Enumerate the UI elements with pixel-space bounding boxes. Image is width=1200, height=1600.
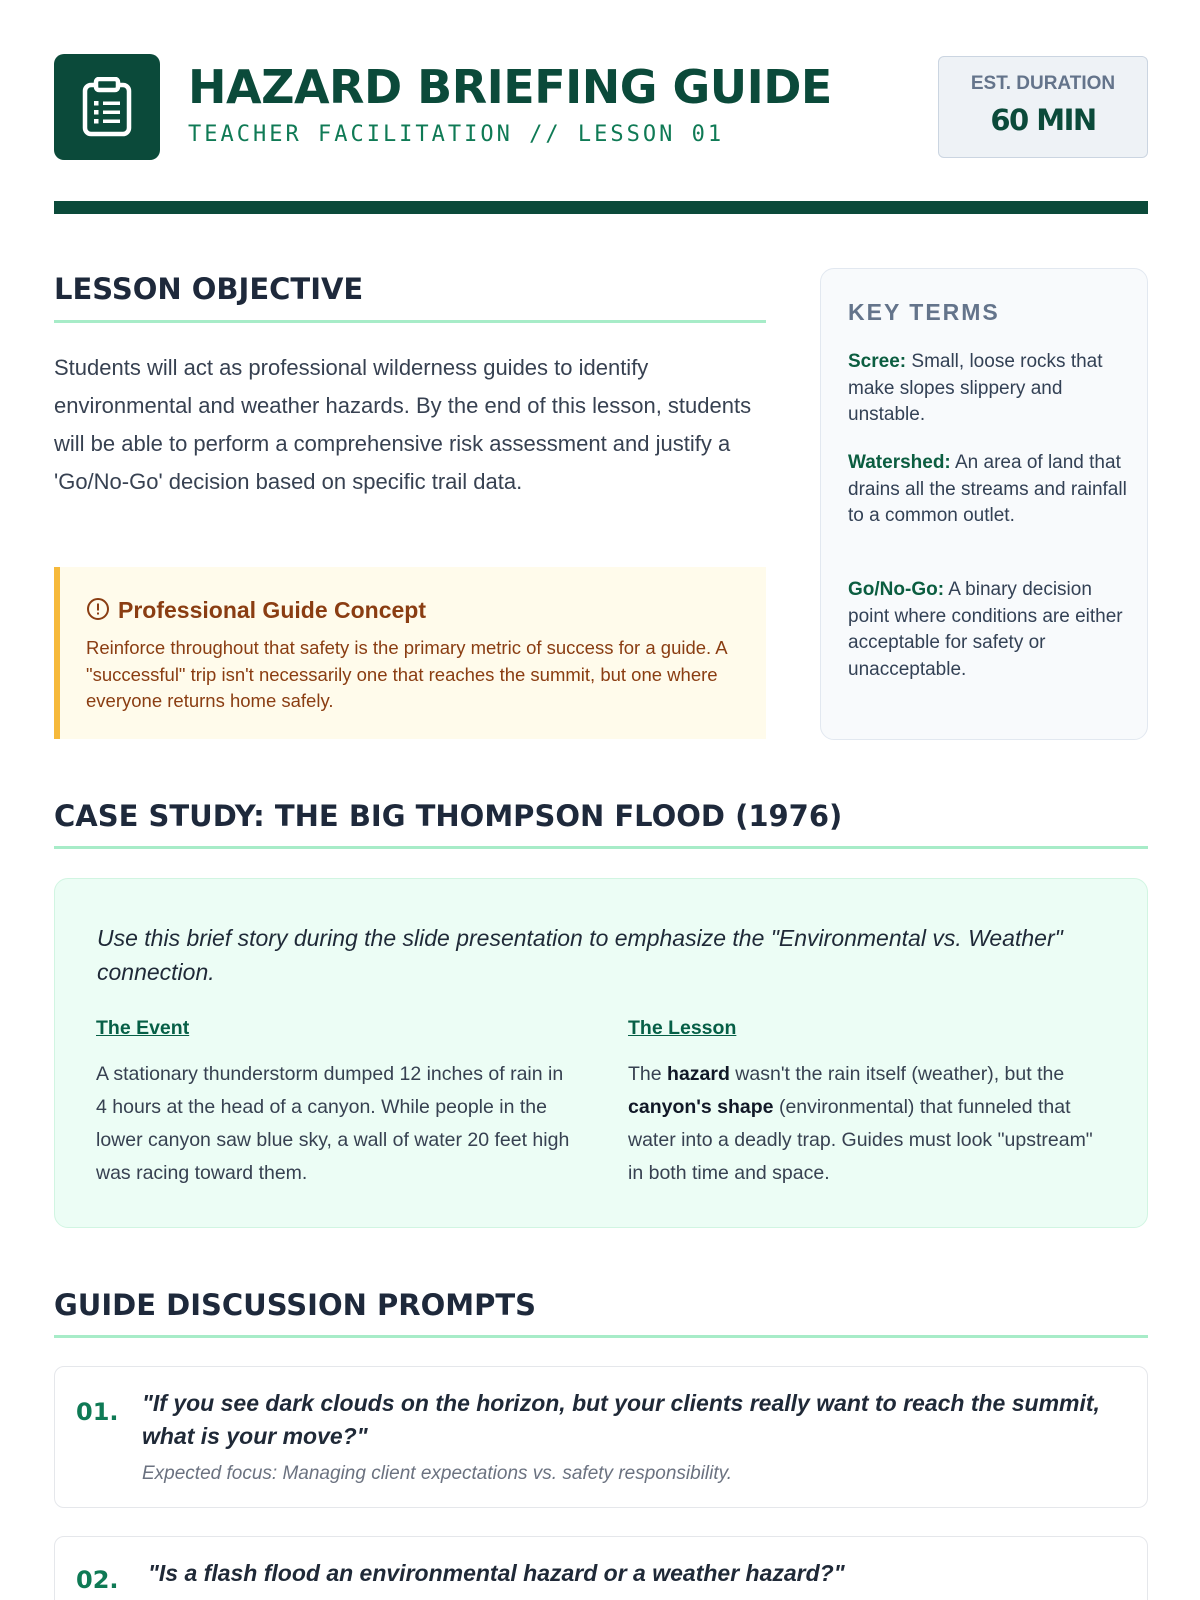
discussion-prompt-card [54,1366,1148,1508]
key-term-definition: A binary decision point where conditions are either acceptable for safety or unacceptable. [848,579,1123,680]
case-study-intro: Use this brief story during the slide presentation to emphasize the "Environmental vs. Weather" connection. [97,925,1063,985]
discussion-prompt-card [54,1536,1148,1600]
lesson-text-part: (environmental) that funneled that water into a deadly trap. Guides must look "upstream" in both time and space. [628,1096,1093,1184]
duration-label: EST. DURATION [970,73,1116,94]
duration-badge [938,56,1148,158]
key-term-definition: Small, loose rocks that make slopes slippery and unstable. [848,351,1103,425]
page-title: HAZARD BRIEFING GUIDE [188,60,832,114]
page-subtitle: TEACHER FACILITATION // LESSON 01 [188,122,725,147]
key-terms-heading: KEY TERMS [848,299,1000,325]
prompts-heading-rule [54,1335,1148,1338]
case-event-column [96,1017,576,1190]
page-header [54,54,1148,160]
alert-circle-icon [86,597,110,621]
key-term-name: Go/No-Go: [848,579,945,600]
case-lesson-heading: The Lesson [628,1017,737,1039]
case-study-heading: CASE STUDY: THE BIG THOMPSON FLOOD (1976) [54,799,843,833]
objective-heading-rule [54,320,766,323]
case-study-heading-rule [54,846,1148,849]
key-term-name: Scree: [848,351,907,372]
key-term-item [848,450,1128,530]
lesson-emphasis: hazard [667,1063,730,1085]
header-divider [54,201,1148,214]
case-event-heading: The Event [96,1017,190,1039]
objective-text: Students will act as professional wilderness guides to identify environmental and weather hazards. By the end of this lesson, students will be able to perform a comprehensive risk assessment and justify a 'Go/No-Go' decision based on specific trail data. [54,355,752,494]
callout-title-row [86,597,426,624]
case-study-panel [54,878,1148,1228]
clipboard-icon [81,77,133,137]
key-term-item [848,577,1128,683]
prompt-number: 02. [76,1566,119,1594]
callout-body: Reinforce throughout that safety is the primary metric of success for a guide. A "successful" trip isn't necessarily one that reaches the summit, but one where everyone returns home safely. [86,637,727,711]
prompt-question: "If you see dark clouds on the horizon, but your clients really want to reach the summit, what is your move?" [142,1390,1100,1449]
key-term-item [848,349,1128,429]
key-term-definition: An area of land that drains all the streams and rainfall to a common outlet. [848,452,1127,526]
lesson-text-part: The [628,1063,668,1085]
logo-badge [54,54,160,160]
case-event-text: A stationary thunderstorm dumped 12 inches of rain in 4 hours at the head of a canyon. While people in the lower canyon saw blue sky, a wall of water 20 feet high was racing toward them. [96,1063,570,1184]
case-lesson-column [628,1017,1108,1190]
prompts-heading: GUIDE DISCUSSION PROMPTS [54,1288,536,1322]
prompt-expected-focus: Expected focus: Managing client expectations vs. safety responsibility. [142,1463,733,1484]
lesson-emphasis: canyon's shape [628,1096,774,1118]
callout-title: Professional Guide Concept [118,597,426,623]
lesson-text-part: wasn't the rain itself (weather), but the [729,1063,1065,1085]
key-terms-panel [820,268,1148,740]
prompt-number: 01. [76,1398,119,1426]
guide-concept-callout [54,567,766,739]
key-term-name: Watershed: [848,452,951,473]
duration-value: 60 MIN [990,103,1096,137]
objective-heading: LESSON OBJECTIVE [54,272,364,306]
case-lesson-text [628,1058,1108,1190]
prompt-question: "Is a flash flood an environmental hazard or a weather hazard?" [148,1560,845,1586]
